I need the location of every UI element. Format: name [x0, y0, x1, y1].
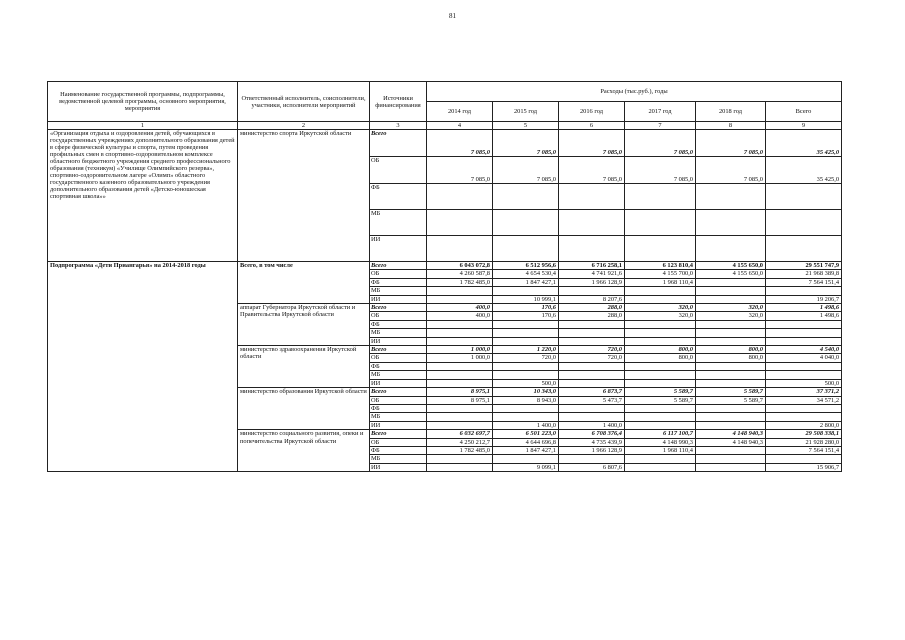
- source-cell: Всего: [370, 430, 427, 438]
- value-cell: 6 117 100,7: [625, 430, 696, 438]
- value-cell: 35 425,0: [766, 130, 842, 157]
- source-cell: Всего: [370, 304, 427, 312]
- header-expenses: Расходы (тыс.руб.), годы: [427, 82, 842, 102]
- value-cell: 288,0: [559, 312, 625, 320]
- source-cell: ОБ: [370, 157, 427, 184]
- header-year: 2018 год: [696, 102, 766, 122]
- value-cell: 4 260 587,8: [427, 270, 493, 278]
- value-cell: 7 085,0: [493, 130, 559, 157]
- value-cell: 7 085,0: [493, 157, 559, 184]
- value-cell: [493, 337, 559, 345]
- value-cell: 1 220,0: [493, 346, 559, 354]
- column-number: 2: [238, 122, 370, 130]
- value-cell: [766, 404, 842, 412]
- value-cell: [559, 320, 625, 328]
- value-cell: [427, 320, 493, 328]
- value-cell: 320,0: [625, 312, 696, 320]
- value-cell: 720,0: [559, 354, 625, 362]
- value-cell: 7 085,0: [427, 157, 493, 184]
- value-cell: [559, 362, 625, 370]
- value-cell: 7 564 151,4: [766, 446, 842, 454]
- value-cell: 4 741 921,6: [559, 270, 625, 278]
- header-year: 2014 год: [427, 102, 493, 122]
- value-cell: 320,0: [625, 304, 696, 312]
- value-cell: 8 975,1: [427, 388, 493, 396]
- column-number: 5: [493, 122, 559, 130]
- value-cell: 4 148 940,3: [696, 430, 766, 438]
- value-cell: [766, 371, 842, 379]
- table-row: [48, 130, 842, 157]
- value-cell: [625, 295, 696, 303]
- value-cell: 7 564 151,4: [766, 278, 842, 286]
- value-cell: [427, 362, 493, 370]
- value-cell: [625, 413, 696, 421]
- value-cell: [493, 371, 559, 379]
- value-cell: 170,6: [493, 312, 559, 320]
- value-cell: 1 400,0: [559, 421, 625, 429]
- column-number: 4: [427, 122, 493, 130]
- value-cell: [427, 236, 493, 262]
- value-cell: [625, 329, 696, 337]
- value-cell: 6 032 697,7: [427, 430, 493, 438]
- value-cell: [427, 287, 493, 295]
- executor-name: министерство образования Иркутской области: [238, 388, 370, 430]
- value-cell: 7 085,0: [427, 130, 493, 157]
- source-cell: ИИ: [370, 463, 427, 471]
- value-cell: 800,0: [625, 346, 696, 354]
- value-cell: [427, 421, 493, 429]
- value-cell: [696, 371, 766, 379]
- value-cell: [559, 210, 625, 236]
- executor-name: аппарат Губернатора Иркутской области и Правительства Иркутской области: [238, 304, 370, 346]
- value-cell: [493, 184, 559, 210]
- value-cell: [559, 184, 625, 210]
- value-cell: 5 589,7: [696, 388, 766, 396]
- column-number: 9: [766, 122, 842, 130]
- source-cell: Всего: [370, 130, 427, 157]
- source-cell: МБ: [370, 413, 427, 421]
- value-cell: 7 085,0: [559, 157, 625, 184]
- value-cell: 6 501 223,0: [493, 430, 559, 438]
- value-cell: [696, 210, 766, 236]
- value-cell: 35 425,0: [766, 157, 842, 184]
- value-cell: [559, 404, 625, 412]
- header-source: Источники финансирования: [370, 82, 427, 122]
- header-total: Всего: [766, 102, 842, 122]
- source-cell: ФБ: [370, 184, 427, 210]
- value-cell: 1 000,0: [427, 354, 493, 362]
- value-cell: [493, 236, 559, 262]
- value-cell: 720,0: [559, 346, 625, 354]
- value-cell: 7 085,0: [625, 130, 696, 157]
- value-cell: 7 085,0: [696, 157, 766, 184]
- value-cell: [427, 184, 493, 210]
- value-cell: 720,0: [493, 354, 559, 362]
- source-cell: ОБ: [370, 270, 427, 278]
- value-cell: 4 155 700,0: [625, 270, 696, 278]
- value-cell: [625, 362, 696, 370]
- value-cell: [696, 455, 766, 463]
- value-cell: [493, 320, 559, 328]
- value-cell: 5 473,7: [559, 396, 625, 404]
- value-cell: [559, 337, 625, 345]
- executor-name: министерство социального развития, опеки и попечительства Иркутской области: [238, 430, 370, 472]
- value-cell: 6 512 956,6: [493, 262, 559, 270]
- source-cell: ОБ: [370, 438, 427, 446]
- value-cell: 4 155 650,0: [696, 262, 766, 270]
- value-cell: 6 043 072,8: [427, 262, 493, 270]
- value-cell: [766, 210, 842, 236]
- source-cell: ФБ: [370, 404, 427, 412]
- value-cell: 6 873,7: [559, 388, 625, 396]
- value-cell: 1 968 110,4: [625, 278, 696, 286]
- value-cell: 7 085,0: [559, 130, 625, 157]
- source-cell: ИИ: [370, 295, 427, 303]
- value-cell: [696, 278, 766, 286]
- value-cell: 2 800,0: [766, 421, 842, 429]
- value-cell: 320,0: [696, 312, 766, 320]
- value-cell: 10 343,0: [493, 388, 559, 396]
- value-cell: [766, 455, 842, 463]
- value-cell: 6 716 258,1: [559, 262, 625, 270]
- value-cell: 4 250 212,7: [427, 438, 493, 446]
- value-cell: [766, 184, 842, 210]
- value-cell: [493, 455, 559, 463]
- table-row: [48, 262, 842, 270]
- source-cell: ИИ: [370, 236, 427, 262]
- source-cell: МБ: [370, 329, 427, 337]
- header-year: 2015 год: [493, 102, 559, 122]
- value-cell: 400,0: [427, 304, 493, 312]
- value-cell: 800,0: [696, 354, 766, 362]
- value-cell: 37 371,2: [766, 388, 842, 396]
- value-cell: 8 975,1: [427, 396, 493, 404]
- source-cell: ИИ: [370, 379, 427, 387]
- value-cell: [427, 404, 493, 412]
- value-cell: 800,0: [625, 354, 696, 362]
- value-cell: 4 155 650,0: [696, 270, 766, 278]
- value-cell: 9 099,1: [493, 463, 559, 471]
- value-cell: 1 847 427,1: [493, 278, 559, 286]
- value-cell: 7 085,0: [696, 130, 766, 157]
- value-cell: [427, 337, 493, 345]
- value-cell: 8 943,0: [493, 396, 559, 404]
- source-cell: ОБ: [370, 312, 427, 320]
- value-cell: [559, 455, 625, 463]
- source-cell: МБ: [370, 210, 427, 236]
- value-cell: [559, 287, 625, 295]
- value-cell: [625, 287, 696, 295]
- value-cell: 1 782 485,0: [427, 278, 493, 286]
- value-cell: 1 782 485,0: [427, 446, 493, 454]
- value-cell: [493, 210, 559, 236]
- value-cell: 500,0: [766, 379, 842, 387]
- value-cell: 6 708 376,4: [559, 430, 625, 438]
- source-cell: МБ: [370, 287, 427, 295]
- source-cell: Всего: [370, 346, 427, 354]
- value-cell: 1 000,0: [427, 346, 493, 354]
- value-cell: [559, 379, 625, 387]
- value-cell: 4 735 439,9: [559, 438, 625, 446]
- value-cell: [696, 287, 766, 295]
- source-cell: ИИ: [370, 337, 427, 345]
- source-cell: ОБ: [370, 396, 427, 404]
- value-cell: 19 206,7: [766, 295, 842, 303]
- executor-name: министерство здравоохранения Иркутской области: [238, 346, 370, 388]
- value-cell: [766, 337, 842, 345]
- value-cell: [696, 421, 766, 429]
- value-cell: 5 589,7: [625, 396, 696, 404]
- column-number: 1: [48, 122, 238, 130]
- value-cell: [625, 371, 696, 379]
- value-cell: [766, 287, 842, 295]
- value-cell: 5 589,7: [625, 388, 696, 396]
- source-cell: ФБ: [370, 278, 427, 286]
- value-cell: [696, 362, 766, 370]
- value-cell: [766, 362, 842, 370]
- value-cell: 4 644 696,8: [493, 438, 559, 446]
- source-cell: Всего: [370, 388, 427, 396]
- value-cell: [625, 379, 696, 387]
- value-cell: [427, 295, 493, 303]
- value-cell: [696, 463, 766, 471]
- value-cell: [493, 404, 559, 412]
- value-cell: 1 966 128,9: [559, 446, 625, 454]
- value-cell: [696, 329, 766, 337]
- value-cell: 7 085,0: [625, 157, 696, 184]
- value-cell: 400,0: [427, 312, 493, 320]
- value-cell: [625, 455, 696, 463]
- value-cell: [427, 210, 493, 236]
- value-cell: [493, 287, 559, 295]
- value-cell: [493, 413, 559, 421]
- value-cell: 34 571,2: [766, 396, 842, 404]
- value-cell: [696, 337, 766, 345]
- value-cell: [559, 329, 625, 337]
- source-cell: ИИ: [370, 421, 427, 429]
- executor-name: Всего, в том числе: [238, 262, 370, 304]
- source-cell: ОБ: [370, 354, 427, 362]
- source-cell: ФБ: [370, 446, 427, 454]
- header-name: Наименование государственной программы, подпрограммы, ведомственной целевой программы, основного мероприятия, мероприятия: [48, 82, 238, 122]
- value-cell: [696, 446, 766, 454]
- value-cell: 1 966 128,9: [559, 278, 625, 286]
- value-cell: 8 207,6: [559, 295, 625, 303]
- subprogram-name: Подпрограмма «Дети Приангарья» на 2014-2018 годы: [48, 262, 238, 472]
- value-cell: [427, 455, 493, 463]
- page-number: 81: [449, 12, 456, 20]
- value-cell: 170,6: [493, 304, 559, 312]
- value-cell: 500,0: [493, 379, 559, 387]
- value-cell: 5 589,7: [696, 396, 766, 404]
- value-cell: [625, 421, 696, 429]
- value-cell: 4 148 990,3: [625, 438, 696, 446]
- value-cell: 15 906,7: [766, 463, 842, 471]
- value-cell: 4 148 940,3: [696, 438, 766, 446]
- value-cell: [493, 362, 559, 370]
- source-cell: Всего: [370, 262, 427, 270]
- header-year: 2017 год: [625, 102, 696, 122]
- source-cell: ФБ: [370, 320, 427, 328]
- value-cell: 1 847 427,1: [493, 446, 559, 454]
- expenses-table: [47, 81, 842, 472]
- value-cell: 10 999,1: [493, 295, 559, 303]
- value-cell: [493, 329, 559, 337]
- value-cell: 6 123 810,4: [625, 262, 696, 270]
- header-executor: Ответственный исполнитель, соисполнители, участники, исполнители мероприятий: [238, 82, 370, 122]
- source-cell: МБ: [370, 371, 427, 379]
- value-cell: [625, 463, 696, 471]
- value-cell: [625, 184, 696, 210]
- value-cell: [427, 379, 493, 387]
- value-cell: 4 040,0: [766, 354, 842, 362]
- value-cell: [559, 413, 625, 421]
- value-cell: [625, 210, 696, 236]
- value-cell: 1 498,6: [766, 304, 842, 312]
- column-number: 8: [696, 122, 766, 130]
- value-cell: [625, 236, 696, 262]
- value-cell: [766, 236, 842, 262]
- value-cell: 21 928 280,0: [766, 438, 842, 446]
- value-cell: [625, 337, 696, 345]
- value-cell: 1 400,0: [493, 421, 559, 429]
- value-cell: [625, 320, 696, 328]
- value-cell: [696, 184, 766, 210]
- value-cell: [696, 404, 766, 412]
- value-cell: [696, 295, 766, 303]
- value-cell: [766, 320, 842, 328]
- value-cell: [696, 236, 766, 262]
- column-numbers-row: [48, 122, 842, 130]
- value-cell: [625, 404, 696, 412]
- value-cell: 4 654 530,4: [493, 270, 559, 278]
- value-cell: [559, 236, 625, 262]
- value-cell: 21 968 389,8: [766, 270, 842, 278]
- value-cell: [766, 413, 842, 421]
- value-cell: [766, 329, 842, 337]
- value-cell: 6 807,6: [559, 463, 625, 471]
- value-cell: [427, 329, 493, 337]
- value-cell: [696, 320, 766, 328]
- value-cell: [427, 413, 493, 421]
- value-cell: 4 540,0: [766, 346, 842, 354]
- header-year: 2016 год: [559, 102, 625, 122]
- value-cell: 29 508 338,1: [766, 430, 842, 438]
- column-number: 7: [625, 122, 696, 130]
- value-cell: 800,0: [696, 346, 766, 354]
- value-cell: 29 551 747,9: [766, 262, 842, 270]
- value-cell: 1 968 110,4: [625, 446, 696, 454]
- source-cell: ФБ: [370, 362, 427, 370]
- value-cell: [696, 379, 766, 387]
- value-cell: 320,0: [696, 304, 766, 312]
- value-cell: [559, 371, 625, 379]
- value-cell: [427, 371, 493, 379]
- value-cell: [696, 413, 766, 421]
- activity-name: «Организация отдыха и оздоровления детей, обучающихся в государственных учреждениях дополнительного образования детей в сфере физической культуры и спорта, путем проведения профильных смен в спортивно-оздоровительном комплексе областного бюджетного учреждения среднего профессионального образования (техникум) «Училище Олимпийского резерва», спортивно-оздоровительном лагере «Олимп» областного государственного казенного образовательного учреждения дополнительного образования детей «Детско-юношеская спортивная школа»»: [48, 130, 238, 262]
- value-cell: [427, 463, 493, 471]
- value-cell: 288,0: [559, 304, 625, 312]
- column-number: 6: [559, 122, 625, 130]
- column-number: 3: [370, 122, 427, 130]
- source-cell: МБ: [370, 455, 427, 463]
- value-cell: 1 498,6: [766, 312, 842, 320]
- executor-name: министерство спорта Иркутской области: [238, 130, 370, 262]
